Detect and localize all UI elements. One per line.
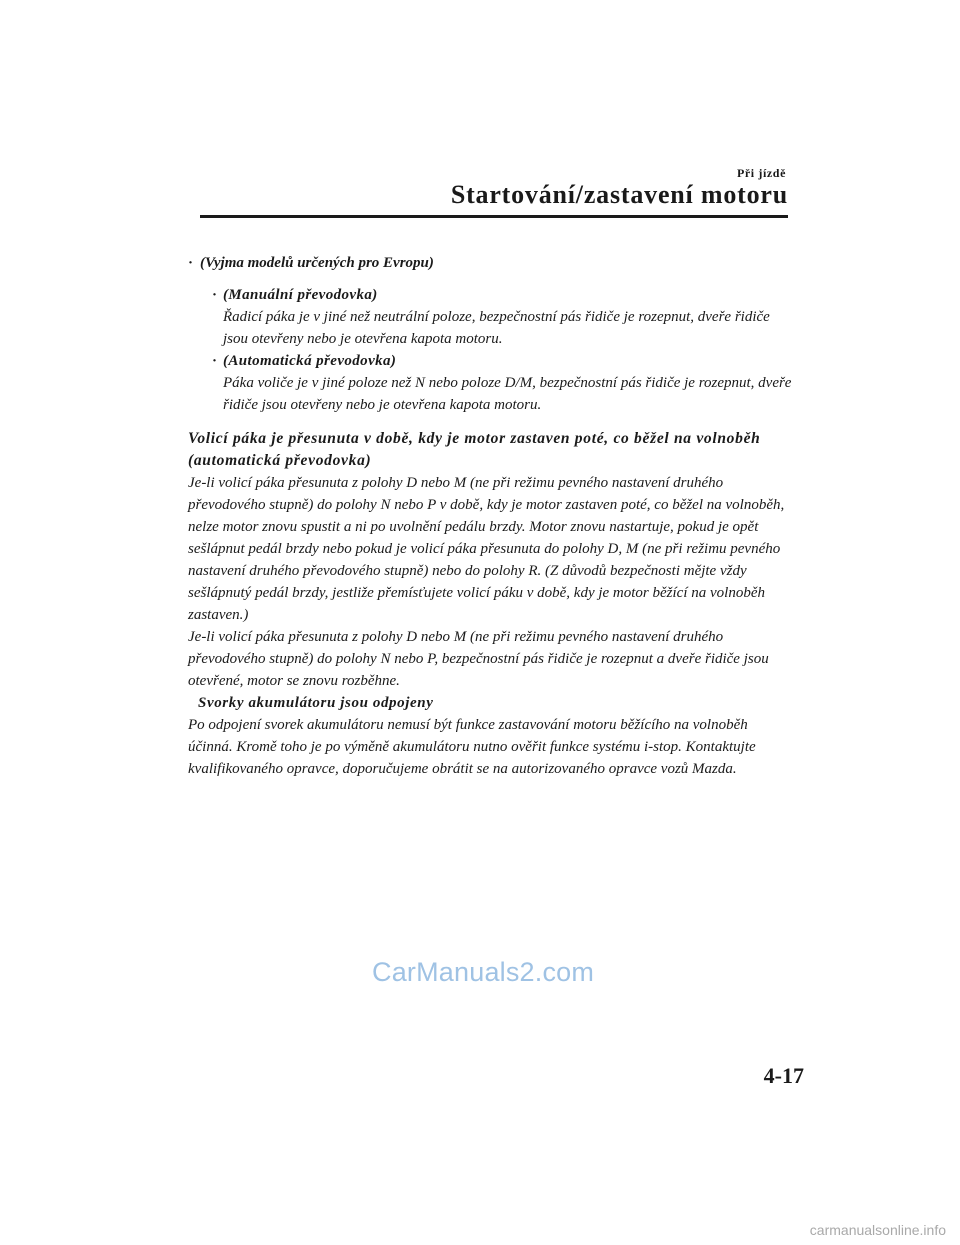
bullet-manual xyxy=(188,284,794,350)
section-label: Při jízdě xyxy=(736,166,786,180)
page-title: Startování/zastavení motoru xyxy=(450,180,788,209)
page-number: 4-17 xyxy=(763,1063,804,1088)
except-europe-label: (Vyjma modelů určených pro Evropu) xyxy=(200,255,434,271)
bullet-automatic xyxy=(188,350,794,416)
selector-paragraph-2: Je-li volicí páka přesunuta z polohy D nebo M (ne při režimu pevného nastavení druhého převodového stupně) do polohy N nebo P, bezpečnostní pás řidiče je rozepnut a dveře řidiče jsou otevřené, motor se znovu rozběhne. xyxy=(188,629,769,689)
bullet-dot: · xyxy=(212,287,218,303)
automatic-text: Páka voliče je v jiné poloze než N nebo poloze D/M, bezpečnostní pás řidiče je rozepnut, dveře řidiče jsou otevřeny nebo je otevřena kapota motoru. xyxy=(223,375,792,413)
automatic-heading: (Automatická převodovka) xyxy=(223,353,397,369)
bullet-dot: · xyxy=(212,353,218,369)
main-content xyxy=(188,252,794,780)
bullet-dot: · xyxy=(188,255,194,271)
manual-heading: (Manuální převodovka) xyxy=(223,287,378,303)
selector-paragraph-1: Je-li volicí páka přesunuta z polohy D nebo M (ne při režimu pevného nastavení druhého převodového stupně) do polohy N nebo P v době, kdy je motor zastaven poté, co běžel na volnoběh, nelze motor znovu spustit a ni po uvolnění pedálu brzdy. Motor znovu nastartuje, pokud je opět sešlápnut pedál brzdy nebo pokud je volicí páka přesunuta do polohy D, M (ne při režimu pevného nastavení druhého převodového stupně) nebo do polohy R. (Z důvodů bezpečnosti mějte vždy sešlápnutý pedál brzdy, jestliže přemísťujete volicí páku v době, kdy je motor běžící na volnoběh zastaven.) xyxy=(188,475,785,623)
battery-paragraph: Po odpojení svorek akumulátoru nemusí být funkce zastavování motoru běžícího na volnoběh účinná. Kromě toho je po výměně akumulátoru nutno ověřit funkce systému i-stop. Kontaktujte kvalifikovaného opravce, doporučujeme obrátit se na autorizovaného opravce vozů Mazda. xyxy=(188,717,756,777)
header-divider xyxy=(200,215,788,218)
selector-heading: Volicí páka je přesunuta v době, kdy je motor zastaven poté, co běžel na volnoběh (automatická převodovka) xyxy=(188,430,761,469)
watermark-logo: CarManuals2.com xyxy=(372,957,595,987)
bullet-except-europe xyxy=(188,252,794,274)
manual-text: Řadicí páka je v jiné než neutrální poloze, bezpečnostní pás řidiče je rozepnut, dveře řidiče jsou otevřeny nebo je otevřena kapota motoru. xyxy=(223,309,770,347)
footer-watermark: carmanualsonline.info xyxy=(809,1222,946,1238)
battery-heading: Svorky akumulátoru jsou odpojeny xyxy=(198,695,434,711)
